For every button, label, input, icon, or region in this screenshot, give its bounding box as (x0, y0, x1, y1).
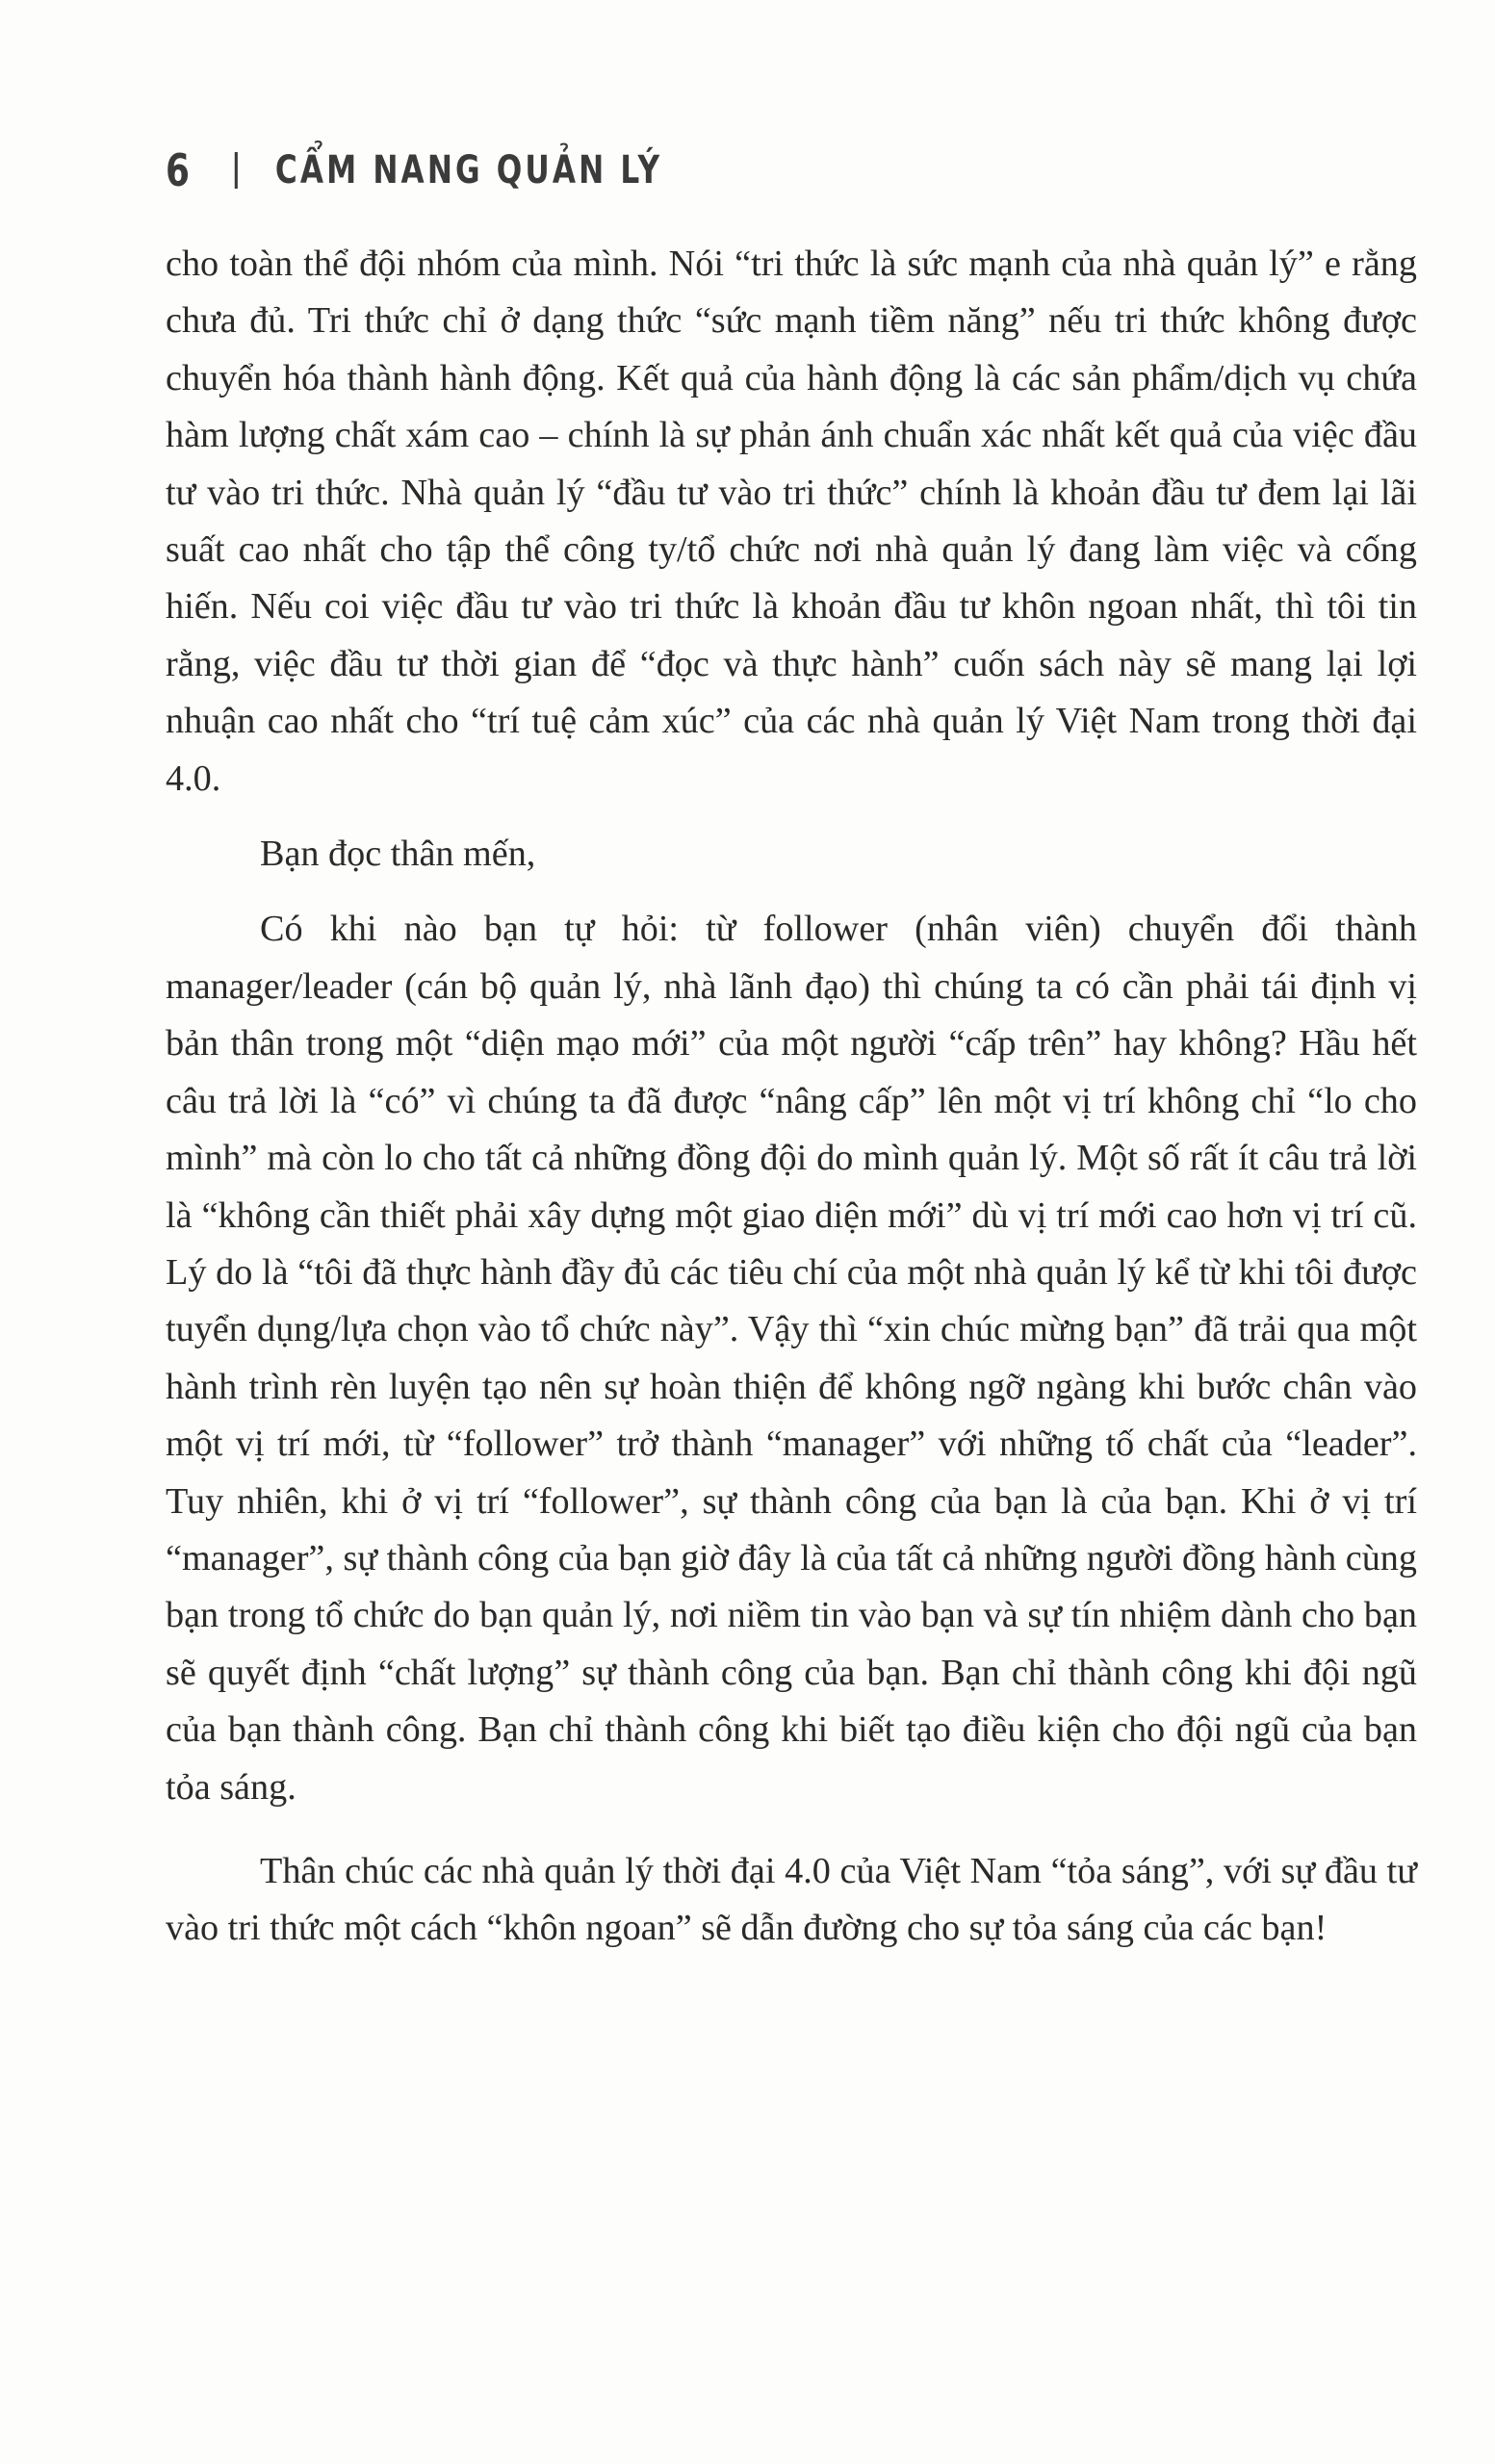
book-title: CẨM NANG QUẢN LÝ (274, 148, 663, 192)
paragraph-closing: Thân chúc các nhà quản lý thời đại 4.0 của Việt Nam “tỏa sáng”, với sự đầu tư vào tri thức một cách “khôn ngoan” sẽ dẫn đường cho sự tỏa sáng của các bạn! (166, 1850, 1417, 1949)
paragraph-main: Có khi nào bạn tự hỏi: từ follower (nhân viên) chuyển đổi thành manager/leader (cán bộ quản lý, nhà lãnh đạo) thì chúng ta có cần phải tái định vị bản thân trong một “diện mạo mới” của một người “cấp trên” hay không? Hầu hết câu trả lời là “có” vì chúng ta đã được “nâng cấp” lên một vị trí không chỉ “lo cho mình” mà còn lo cho tất cả những đồng đội do mình quản lý. Một số rất ít câu trả lời là “không cần thiết phải xây dựng một giao diện mới” dù vị trí mới cao hơn vị trí cũ. Lý do là “tôi đã thực hành đầy đủ các tiêu chí của một nhà quản lý kể từ khi tôi được tuyển dụng/lựa chọn vào tổ chức này”. Vậy thì “xin chúc mừng bạn” đã trải qua một hành trình rèn luyện tạo nên sự hoàn thiện để không ngỡ ngàng khi bước chân vào một vị trí mới, từ “follower” trở thành “manager” với những tố chất của “leader”. Tuy nhiên, khi ở vị trí “follower”, sự thành công của bạn là của bạn. Khi ở vị trí “manager”, sự thành công của bạn giờ đây là của tất cả những người đồng hành cùng bạn trong tổ chức do bạn quản lý, nơi niềm tin vào bạn và sự tín nhiệm dành cho bạn sẽ quyết định “chất lượng” sự thành công của bạn. Bạn chỉ thành công khi đội ngũ của bạn thành công. Bạn chỉ thành công khi biết tạo điều kiện cho đội ngũ của bạn tỏa sáng. (166, 909, 1417, 1808)
paragraph-continuation: cho toàn thể đội nhóm của mình. Nói “tri thức là sức mạnh của nhà quản lý” e rằng chưa đủ. Tri thức chỉ ở dạng thức “sức mạnh tiềm năng” nếu tri thức không được chuyển hóa thành hành động. Kết quả của hành động là các sản phẩm/dịch vụ chứa hàm lượng chất xám cao – chính là sự phản ánh chuẩn xác nhất kết quả của việc đầu tư vào tri thức. Nhà quản lý “đầu tư vào tri thức” chính là khoản đầu tư đem lại lãi suất cao nhất cho tập thể công ty/tổ chức nơi nhà quản lý đang làm việc và cống hiến. Nếu coi việc đầu tư vào tri thức là khoản đầu tư khôn ngoan nhất, thì tôi tin rằng, việc đầu tư thời gian để “đọc và thực hành” cuốn sách này sẽ mang lại lợi nhuận cao nhất cho “trí tuệ cảm xúc” của các nhà quản lý Việt Nam trong thời đại 4.0. (166, 244, 1417, 799)
header-separator (235, 152, 238, 189)
page-number: 6 (166, 144, 192, 196)
body-text (166, 236, 1417, 1958)
running-header (166, 144, 662, 196)
paragraph-greeting: Bạn đọc thân mến, (260, 834, 536, 875)
